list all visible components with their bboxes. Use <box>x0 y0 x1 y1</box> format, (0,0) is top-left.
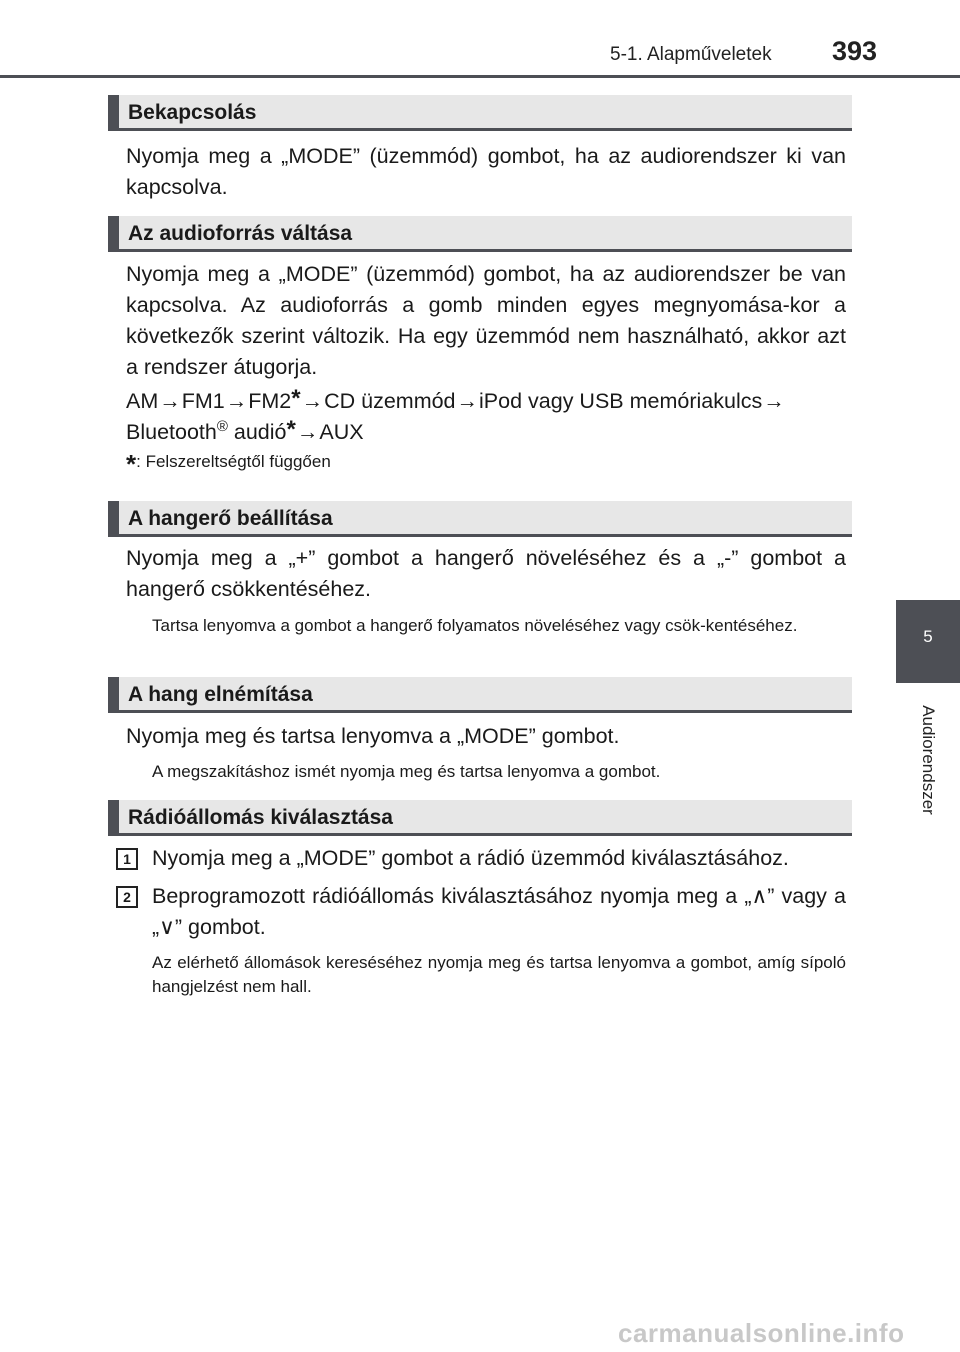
paragraph-volume: Nyomja meg a „+” gombot a hangerő növeléséhez és a „-” gombot a hangerő csökkentéséhez. <box>126 546 846 601</box>
paragraph-mute: Nyomja meg és tartsa lenyomva a „MODE” gombot. <box>126 724 620 748</box>
seq-aux: AUX <box>319 420 364 444</box>
footnote <box>126 449 331 483</box>
asterisk-icon: * <box>286 416 296 443</box>
seq-audio: audió <box>227 420 287 444</box>
step-text: Beprogramozott rádióállomás kiválasztásához nyomja meg a „∧” vagy a „∨” gombot. <box>152 884 846 939</box>
seq-fm2: FM2 <box>248 389 292 413</box>
footnote-text: : Felszereltségtől függően <box>136 452 331 471</box>
note-mute: A megszakításhoz ismét nyomja meg és tartsa lenyomva a gombot. <box>152 762 661 781</box>
heading-mute: A hang elnémítása <box>108 677 852 713</box>
arrow-icon: → <box>225 389 248 413</box>
paragraph-source-switch: Nyomja meg a „MODE” (üzemmód) gombot, ha az audiorendszer be van kapcsolva. Az audioforrás a gomb minden egyes megnyomása-kor a következők szerint változik. Ha egy üzemmód nem használható, akkor azt a rendszer átugorja. <box>126 262 846 379</box>
header-rule <box>0 75 960 78</box>
seq-fm1: FM1 <box>181 389 225 413</box>
arrow-icon: → <box>296 420 319 444</box>
seq-bluetooth: Bluetooth <box>126 420 217 444</box>
seq-am: AM <box>126 389 159 413</box>
chapter-title: Audiorendszer <box>919 705 938 815</box>
heading-volume: A hangerő beállítása <box>108 501 852 537</box>
section-path: 5-1. Alapműveletek <box>610 44 772 65</box>
heading-power-on: Bekapcsolás <box>108 95 852 131</box>
arrow-icon: → <box>763 389 785 413</box>
asterisk-icon: * <box>126 449 137 479</box>
arrow-icon: → <box>159 389 181 413</box>
arrow-icon: → <box>456 389 479 413</box>
step-number-badge: 1 <box>116 848 138 870</box>
note-station-select: Az elérhető állomások kereséséhez nyomja meg és tartsa lenyomva a gombot, amíg sípoló hangjelzést nem hall. <box>152 953 846 996</box>
step-text: Nyomja meg a „MODE” gombot a rádió üzemmód kiválasztásához. <box>152 846 789 870</box>
watermark: carmanualsonline.info <box>618 1318 905 1348</box>
note-volume: Tartsa lenyomva a gombot a hangerő folyamatos növeléséhez vagy csök-kentéséhez. <box>152 616 798 635</box>
page-number: 393 <box>832 36 878 66</box>
seq-cd: CD üzemmód <box>324 389 456 413</box>
heading-station-select: Rádióállomás kiválasztása <box>108 800 852 836</box>
chapter-number: 5 <box>923 627 933 646</box>
paragraph-power-on: Nyomja meg a „MODE” (üzemmód) gombot, ha az audiorendszer ki van kapcsolva. <box>126 144 846 199</box>
heading-source-switch: Az audioforrás váltása <box>108 216 852 252</box>
registered-mark: ® <box>216 417 228 435</box>
source-sequence <box>126 386 846 448</box>
seq-ipod: iPod vagy USB memóriakulcs <box>479 389 763 413</box>
chapter-tab <box>896 600 960 683</box>
asterisk-icon: * <box>291 385 301 412</box>
arrow-icon: → <box>301 389 324 413</box>
step-number-badge: 2 <box>116 886 138 908</box>
